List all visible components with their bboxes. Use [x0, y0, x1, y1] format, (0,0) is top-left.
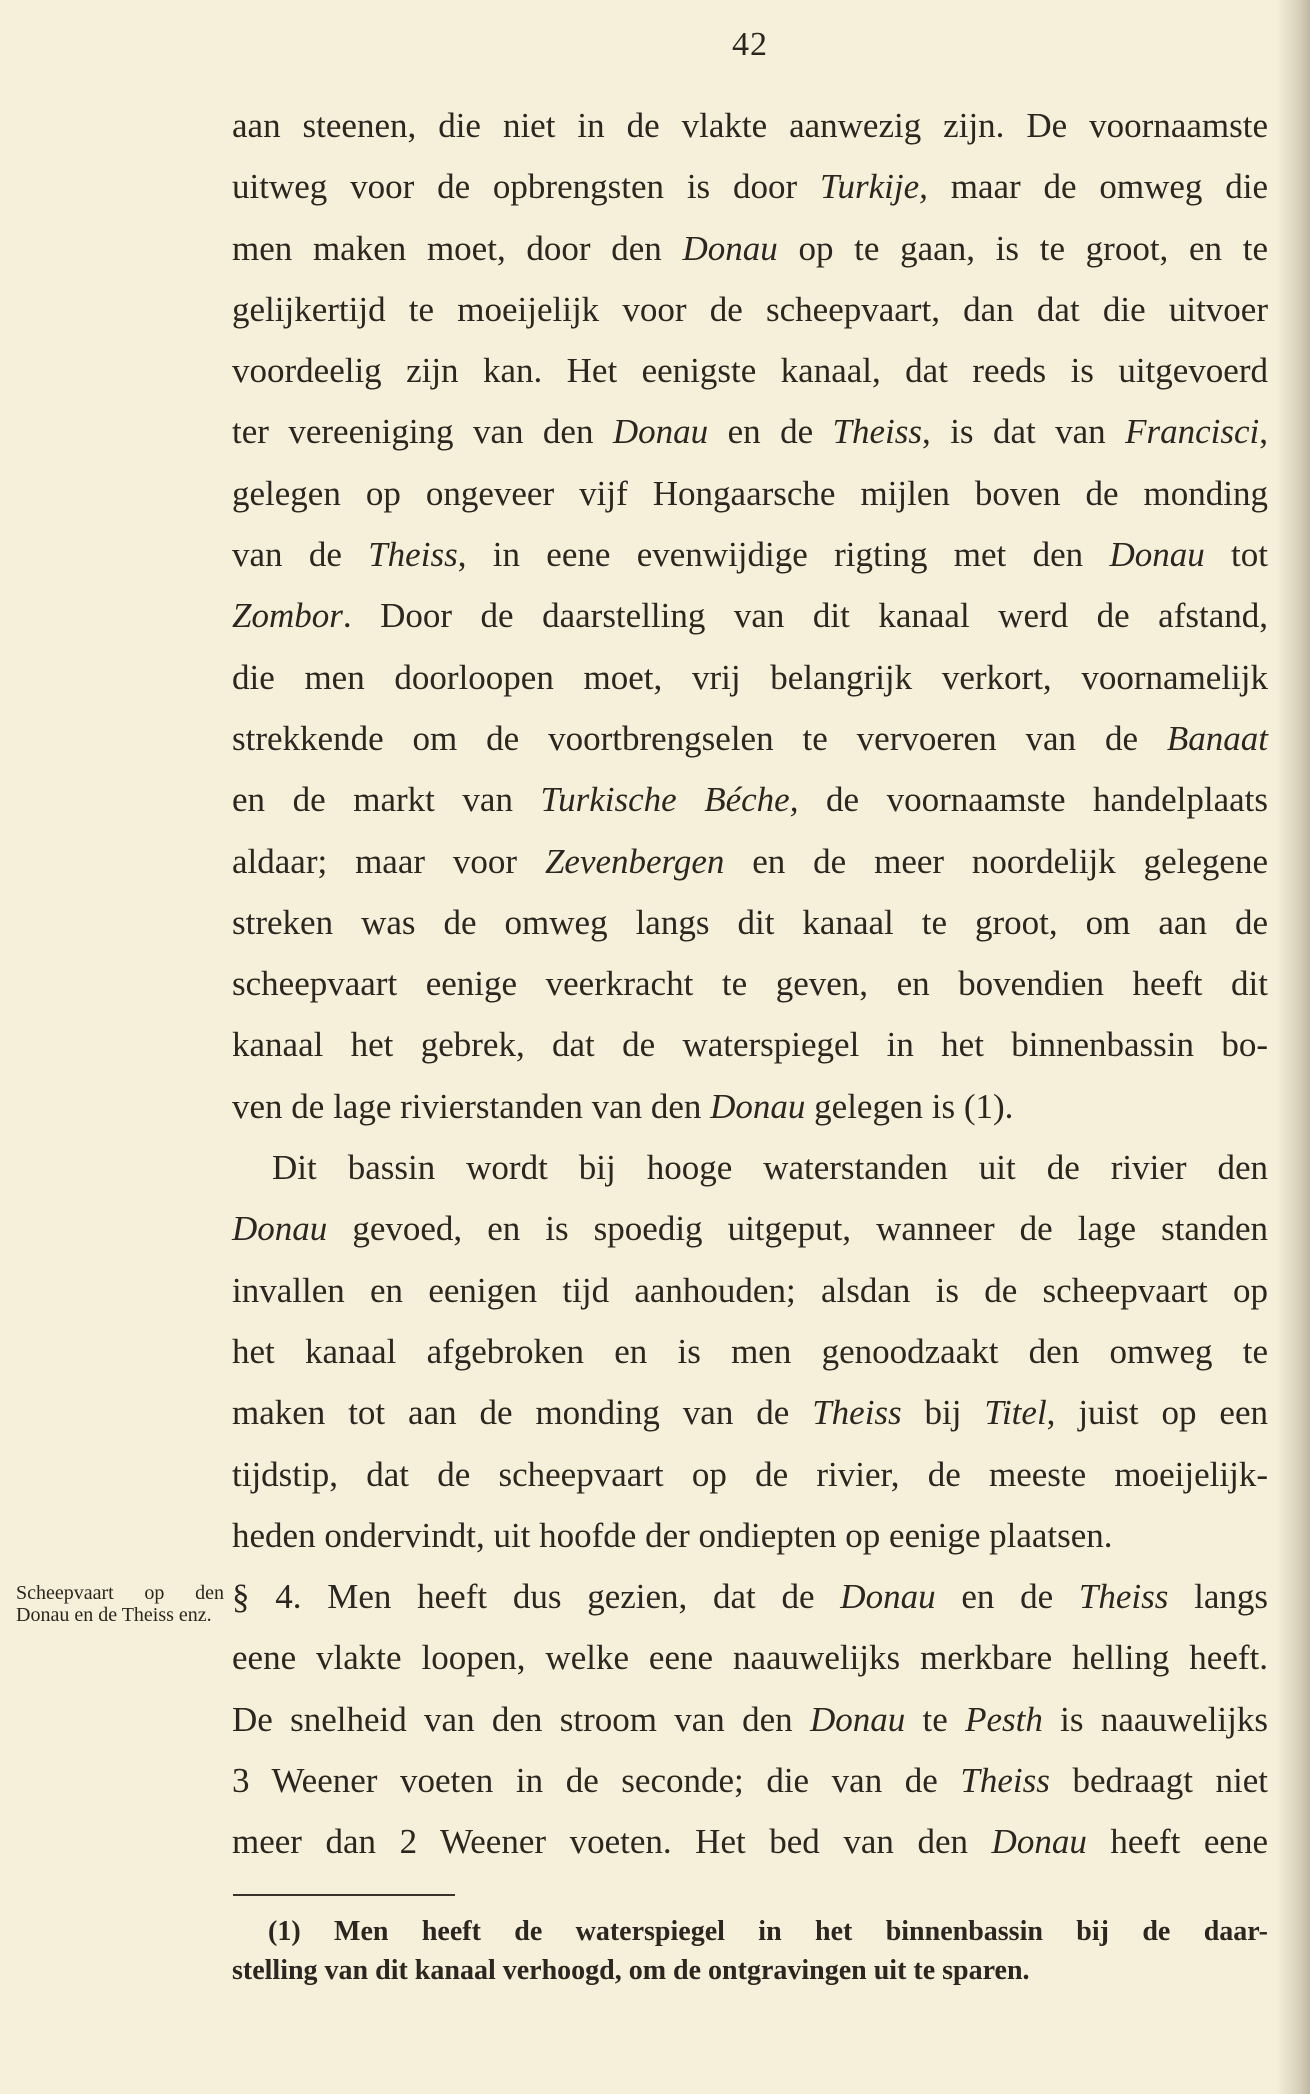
text-segment: Donau: [710, 1086, 806, 1126]
text-line: [232, 953, 1268, 1014]
text-segment: gelegen is (1).: [805, 1086, 1014, 1126]
text-line: [232, 708, 1268, 769]
margin-note: Scheepvaart op den Donau en de Theiss enz.: [16, 1582, 224, 1626]
text-segment: De snelheid van den stroom van den: [232, 1699, 810, 1739]
text-segment: strekkende om de voortbrengselen te vervoeren van de: [232, 718, 1167, 758]
text-line: [232, 769, 1268, 830]
text-segment: uitweg voor de opbrengsten is door: [232, 167, 820, 207]
text-line: [232, 1627, 1268, 1688]
text-segment: , in eene evenwijdige rigting met den: [457, 535, 1110, 575]
text-line: [232, 892, 1268, 953]
text-line: [232, 585, 1268, 646]
text-line: [232, 340, 1268, 401]
page-edge-shadow: [1276, 0, 1310, 2094]
text-segment: Theiss: [960, 1761, 1050, 1801]
text-segment: Donau: [809, 1699, 906, 1739]
text-segment: Titel: [984, 1393, 1047, 1433]
text-line: [232, 647, 1268, 708]
text-segment: scheepvaart eenige veerkracht te geven, en bovendien heeft dit: [232, 964, 1268, 1004]
text-segment: Francisci: [1125, 412, 1260, 452]
text-segment: heden ondervindt, uit hoofde der ondiepten op eenige plaatsen.: [232, 1515, 1113, 1555]
text-segment: Theiss: [832, 412, 923, 452]
text-line: [232, 218, 1268, 279]
text-line: [232, 1566, 1268, 1627]
text-segment: tot: [1204, 535, 1268, 575]
text-segment: ter vereeniging van den: [232, 412, 613, 452]
text-segment: ,: [1259, 412, 1268, 452]
text-line: [232, 463, 1268, 524]
text-segment: , juist op een: [1046, 1393, 1268, 1433]
text-line: [232, 1198, 1268, 1259]
text-segment: ven de lage rivierstanden van den: [232, 1086, 711, 1126]
text-line: [232, 1505, 1268, 1566]
text-line: [232, 1137, 1268, 1198]
text-line: [232, 156, 1268, 217]
text-segment: op te gaan, is te groot, en te: [777, 228, 1269, 268]
text-segment: en de: [708, 412, 833, 452]
text-segment: streken was de omweg langs dit kanaal te groot, om aan de: [232, 902, 1268, 942]
text-line: [232, 1076, 1268, 1137]
text-line: [232, 279, 1268, 340]
footnote: [232, 1912, 1268, 1990]
text-line: [232, 1750, 1268, 1811]
text-segment: . Door de daarstelling van dit kanaal werd de afstand,: [342, 596, 1268, 636]
text-segment: Donau: [232, 1209, 328, 1249]
text-segment: kanaal het gebrek, dat de waterspiegel in het binnenbassin bo-: [232, 1025, 1268, 1065]
text-segment: is naauwelijks: [1042, 1699, 1269, 1739]
text-line: [232, 1444, 1268, 1505]
footnote-rule: [233, 1894, 455, 1896]
text-segment: Theiss: [368, 535, 458, 575]
text-segment: Dit bassin wordt bij hooge waterstanden uit de rivier den: [272, 1148, 1268, 1188]
text-line: [232, 831, 1268, 892]
text-segment: aan steenen, die niet in de vlakte aanwezig zijn. De voornaamste: [232, 106, 1268, 145]
text-segment: gelijkertijd te moeijelijk voor de scheepvaart, dan dat die uitvoer: [232, 289, 1268, 329]
text-segment: voordeelig zijn kan. Het eenigste kanaal, dat reeds is uitgevoerd: [232, 351, 1268, 391]
text-line: [232, 1014, 1268, 1075]
footnote-line: stelling van dit kanaal verhoogd, om de ontgravingen uit te sparen.: [232, 1955, 1030, 1986]
text-segment: Banaat: [1166, 718, 1268, 758]
text-segment: langs: [1168, 1577, 1268, 1617]
text-segment: eene vlakte loopen, welke eene naauwelijks merkbare helling heeft.: [232, 1638, 1268, 1678]
text-line: [232, 1689, 1268, 1750]
text-segment: die men doorloopen moet, vrij belangrijk verkort, voornamelijk: [232, 657, 1268, 697]
text-line: [232, 1260, 1268, 1321]
text-segment: bij: [901, 1393, 985, 1433]
text-segment: meer dan 2 Weener voeten. Het bed van den: [232, 1822, 992, 1862]
body-text: [232, 95, 1268, 1873]
text-segment: Turkije,: [819, 167, 928, 207]
text-segment: Theiss: [1078, 1577, 1169, 1617]
text-line: [232, 1321, 1268, 1382]
text-segment: Donau: [612, 412, 709, 452]
text-segment: , is dat van: [922, 412, 1126, 452]
text-segment: Donau: [682, 228, 778, 268]
text-segment: en de meer noordelijk gelegene: [724, 841, 1269, 881]
text-segment: § 4. Men heeft dus gezien, dat de: [232, 1577, 841, 1617]
text-segment: Theiss: [812, 1393, 902, 1433]
text-segment: 3 Weener voeten in de seconde; die van de: [232, 1761, 961, 1801]
text-line: [232, 1382, 1268, 1443]
text-segment: de voornaamste handelplaats: [798, 780, 1268, 820]
text-segment: invallen en eenigen tijd aanhouden; alsdan is de scheepvaart op: [232, 1270, 1268, 1310]
text-line: [232, 401, 1268, 462]
text-segment: Donau: [1109, 535, 1205, 575]
text-segment: Zombor: [232, 596, 343, 636]
text-segment: Pesth: [965, 1699, 1043, 1739]
text-segment: en de markt van: [232, 780, 541, 820]
text-segment: maken tot aan de monding van de: [232, 1393, 813, 1433]
text-line: [232, 95, 1268, 156]
text-segment: heeft eene: [1086, 1822, 1268, 1862]
footnote-line: (1) Men heeft de waterspiegel in het binnenbassin bij de daar-: [268, 1916, 1268, 1947]
text-segment: Donau: [840, 1577, 936, 1617]
text-segment: Turkische Béche,: [540, 780, 799, 820]
text-segment: het kanaal afgebroken en is men genoodzaakt den omweg te: [232, 1331, 1268, 1371]
text-line: [232, 1811, 1268, 1872]
text-segment: Zevenbergen: [544, 841, 725, 881]
text-line: [232, 524, 1268, 585]
page-number: 42: [732, 26, 768, 63]
text-segment: aldaar; maar voor: [232, 841, 545, 881]
text-segment: maar de omweg die: [927, 167, 1268, 207]
text-segment: en de: [935, 1577, 1079, 1617]
text-segment: Donau: [991, 1822, 1087, 1862]
text-segment: bedraagt niet: [1049, 1761, 1268, 1801]
text-segment: men maken moet, door den: [232, 228, 683, 268]
text-segment: te: [905, 1699, 966, 1739]
text-segment: gelegen op ongeveer vijf Hongaarsche mijlen boven de monding: [232, 473, 1268, 513]
text-segment: van de: [232, 535, 369, 575]
text-segment: tijdstip, dat de scheepvaart op de rivier, de meeste moeijelijk-: [232, 1454, 1268, 1494]
text-segment: gevoed, en is spoedig uitgeput, wanneer de lage standen: [327, 1209, 1268, 1249]
